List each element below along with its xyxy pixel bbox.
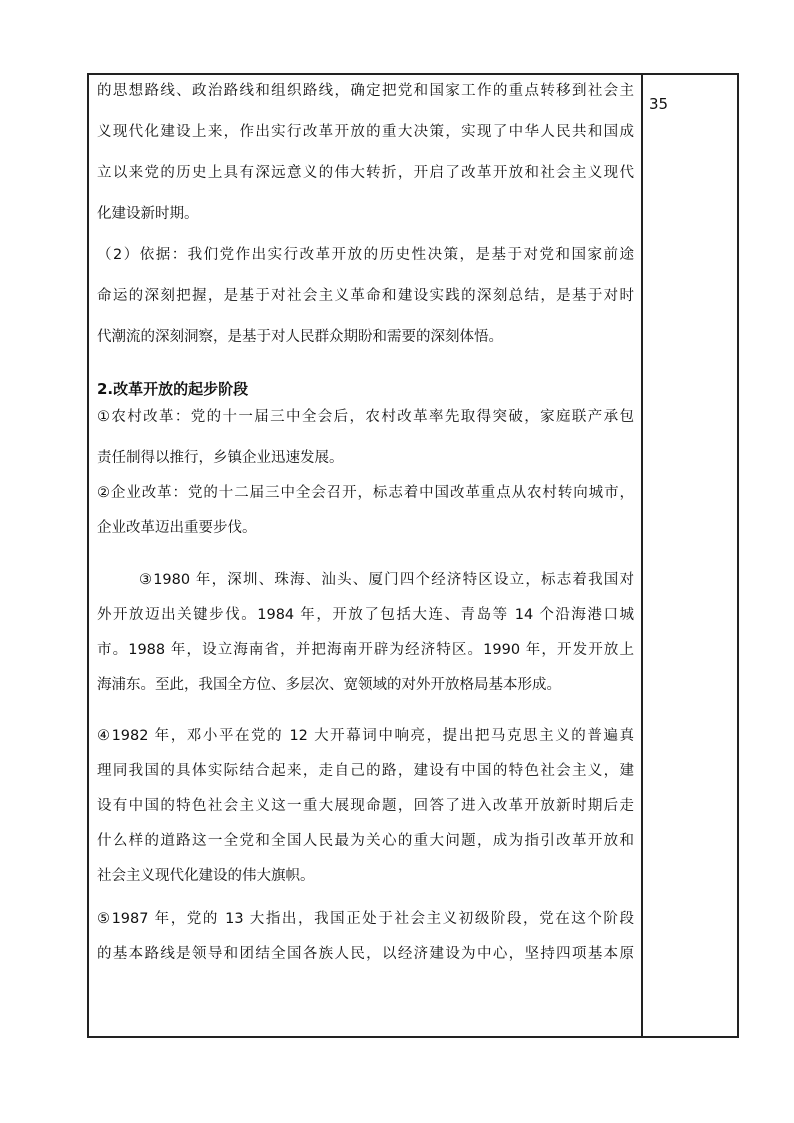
item-rural-reform [97,407,634,468]
lesson-table [87,73,739,1038]
text-line: 理同我国的具体实际结合起来，走自己的路，建设有中国的特色社会主义，建 [97,763,634,779]
item-socialism-chinese-characteristics [97,726,634,886]
text-line: 市。1988 年，设立海南省，并把海南开辟为经济特区。1990 年，开发开放上 [97,642,634,658]
text-line: ⑤1987 年，党的 13 大指出，我国正处于社会主义初级阶段，党在这个阶段 [97,911,634,927]
text-line: 社会主义现代化建设的伟大旗帜。 [97,868,315,884]
text-line: 的思想路线、政治路线和组织路线，确定把党和国家工作的重点转移到社会主 [97,83,634,99]
page-number: 35 [649,95,669,113]
paragraph-continuation [97,81,634,224]
text-line: （2）依据：我们党作出实行改革开放的历史性决策，是基于对党和国家前途 [97,247,634,263]
text-line: 代潮流的深刻洞察，是基于对人民群众期盼和需要的深刻体悟。 [97,329,503,345]
text-line: ②企业改革：党的十二届三中全会召开，标志着中国改革重点从农村转向城市， [97,485,634,501]
text-line: 设有中国的特色社会主义这一重大展现命题，回答了进入改革开放新时期后走 [97,798,634,814]
text-line: 外开放迈出关键步伐。1984 年，开放了包括大连、青岛等 14 个沿海港口城 [97,607,634,623]
text-line: 的基本路线是领导和团结全国各族人民，以经济建设为中心，坚持四项基本原 [97,946,634,962]
text-line: 企业改革迈出重要步伐。 [97,520,257,536]
text-line: 命运的深刻把握，是基于对社会主义革命和建设实践的深刻总结，是基于对时 [97,288,634,304]
text-line: ④1982 年，邓小平在党的 12 大开幕词中响亮，提出把马克思主义的普遍真 [97,728,634,744]
item-primary-stage [97,909,634,964]
text-line: 责任制得以推行，乡镇企业迅速发展。 [97,450,344,466]
content-cell [97,81,634,964]
paragraph-basis [97,245,634,347]
text-line: ①农村改革：党的十一届三中全会后，农村改革率先取得突破，家庭联产承包 [97,409,634,425]
text-line: ③1980 年，深圳、珠海、汕头、厦门四个经济特区设立，标志着我国对 [139,572,634,588]
column-divider [641,75,643,1036]
item-special-economic-zones [97,570,634,695]
text-line: 化建设新时期。 [97,206,199,222]
text-line: 立以来党的历史上具有深远意义的伟大转折，开启了改革开放和社会主义现代 [97,165,634,181]
text-line: 海浦东。至此，我国全方位、多层次、宽领域的对外开放格局基本形成。 [97,677,561,693]
text-line: 什么样的道路这一全党和全国人民最为关心的重大问题，成为指引改革开放和 [97,833,634,849]
item-enterprise-reform [97,483,634,538]
section-heading: 2.改革开放的起步阶段 [97,380,249,398]
text-line: 义现代化建设上来，作出实行改革开放的重大决策，实现了中华人民共和国成 [97,124,634,140]
